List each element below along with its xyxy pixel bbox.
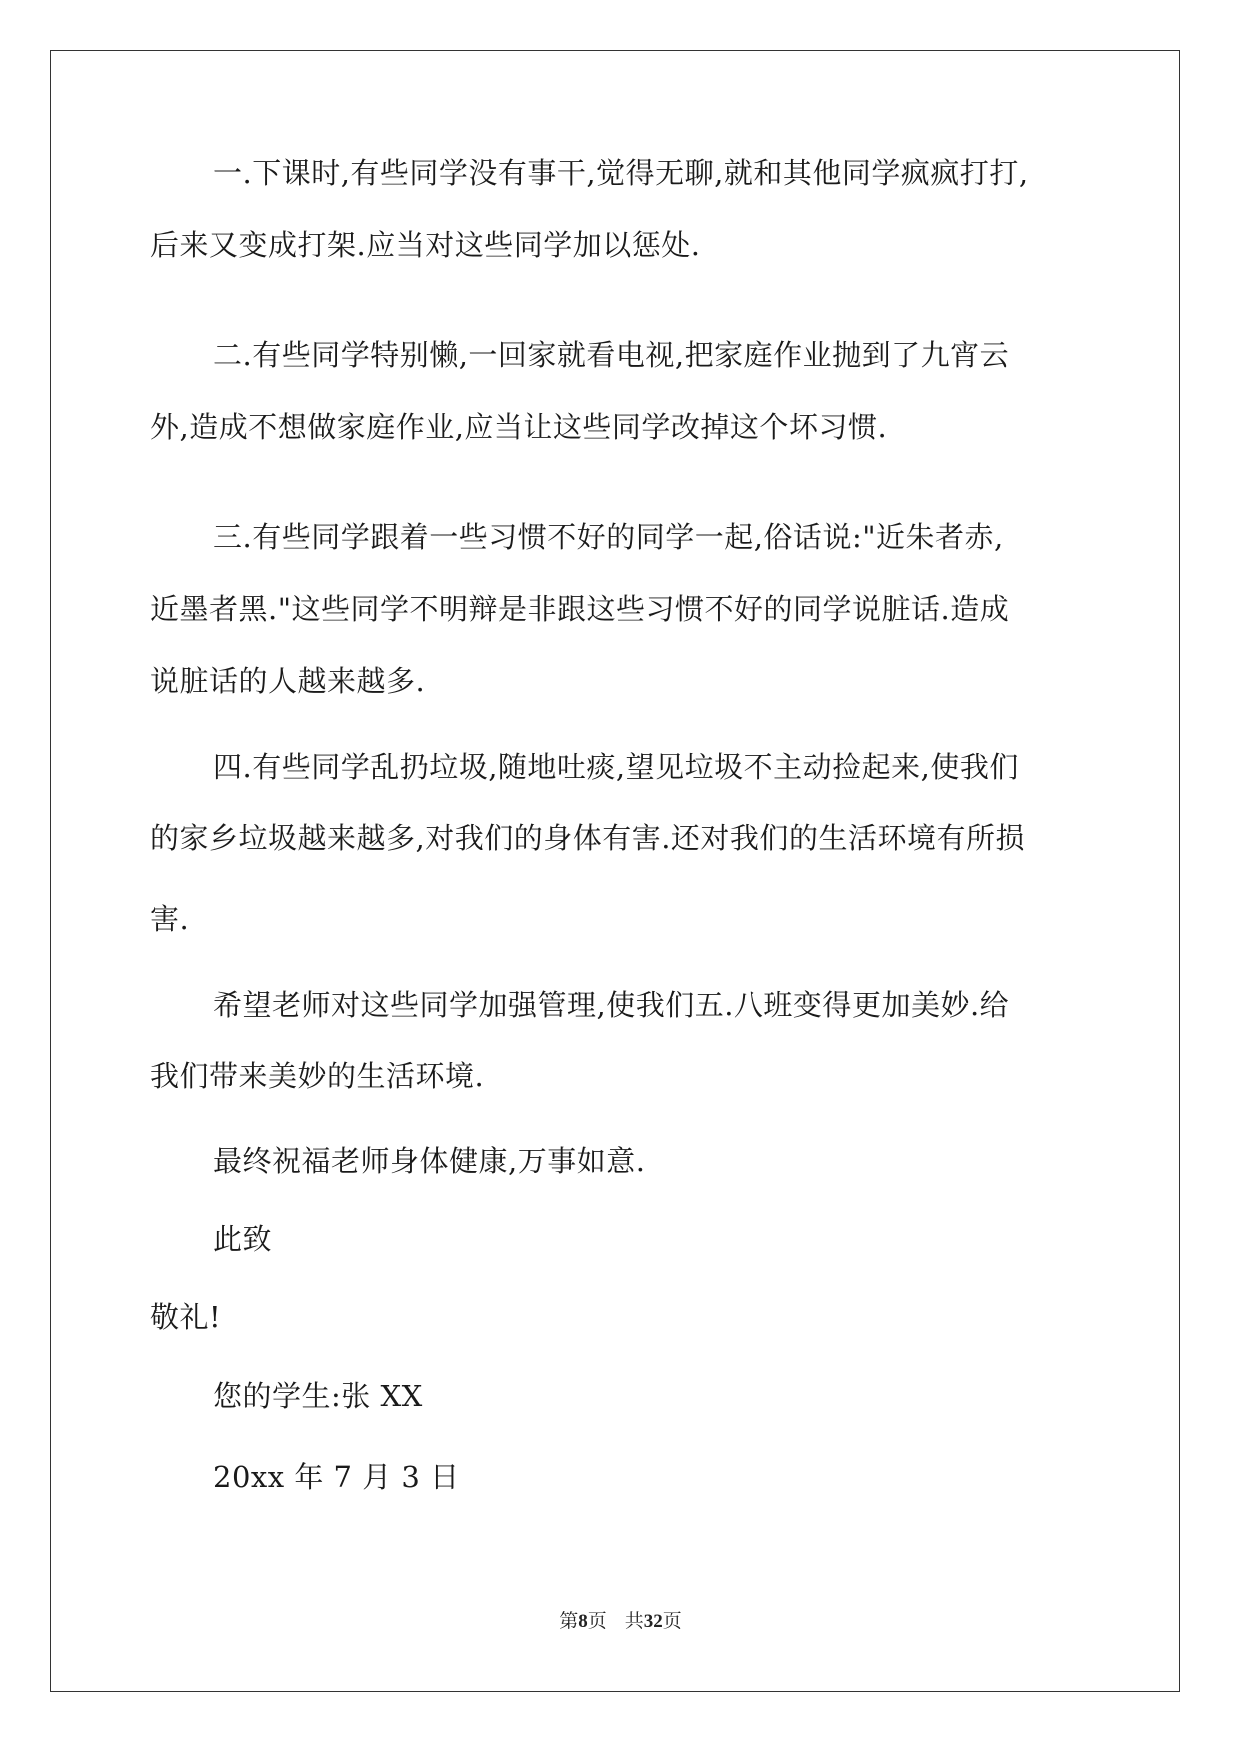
paragraph-1-line-1: 一.下课时,有些同学没有事干,觉得无聊,就和其他同学疯疯打打,	[213, 156, 1029, 190]
total-prefix: 共	[624, 1611, 644, 1632]
paragraph-4-line-2: 的家乡垃圾越来越多,对我们的身体有害.还对我们的生活环境有所损	[150, 821, 1025, 855]
closing-regards: 敬礼!	[150, 1300, 222, 1334]
paragraph-3-line-3: 说脏话的人越来越多.	[150, 664, 426, 698]
page-footer	[0, 1610, 1241, 1634]
total-suffix: 页	[662, 1611, 682, 1632]
page-number: 8	[578, 1611, 588, 1632]
total-pages: 32	[643, 1611, 663, 1632]
paragraph-3-line-2: 近墨者黑."这些同学不明辩是非跟这些习惯不好的同学说脏话.造成	[150, 592, 1010, 626]
closing-wish: 最终祝福老师身体健康,万事如意.	[213, 1144, 646, 1178]
paragraph-4-line-1: 四.有些同学乱扔垃圾,随地吐痰,望见垃圾不主动捡起来,使我们	[213, 750, 1019, 784]
letter-date: 20xx 年 7 月 3 日	[213, 1460, 460, 1494]
paragraph-2-line-2: 外,造成不想做家庭作业,应当让这些同学改掉这个坏习惯.	[150, 410, 888, 444]
paragraph-5-line-2: 我们带来美妙的生活环境.	[150, 1059, 485, 1093]
paragraph-2-line-1: 二.有些同学特别懒,一回家就看电视,把家庭作业抛到了九宵云	[213, 338, 1010, 372]
page-border	[50, 50, 1180, 1692]
signature: 您的学生:张 XX	[213, 1379, 423, 1413]
closing-salutation: 此致	[213, 1222, 273, 1256]
paragraph-4-line-3: 害.	[150, 902, 190, 936]
page-suffix: 页	[587, 1611, 607, 1632]
page-prefix: 第	[559, 1611, 579, 1632]
paragraph-1-line-2: 后来又变成打架.应当对这些同学加以惩处.	[150, 228, 701, 262]
paragraph-5-line-1: 希望老师对这些同学加强管理,使我们五.八班变得更加美妙.给	[213, 988, 1010, 1022]
paragraph-3-line-1: 三.有些同学跟着一些习惯不好的同学一起,俗话说:"近朱者赤,	[213, 520, 1004, 554]
